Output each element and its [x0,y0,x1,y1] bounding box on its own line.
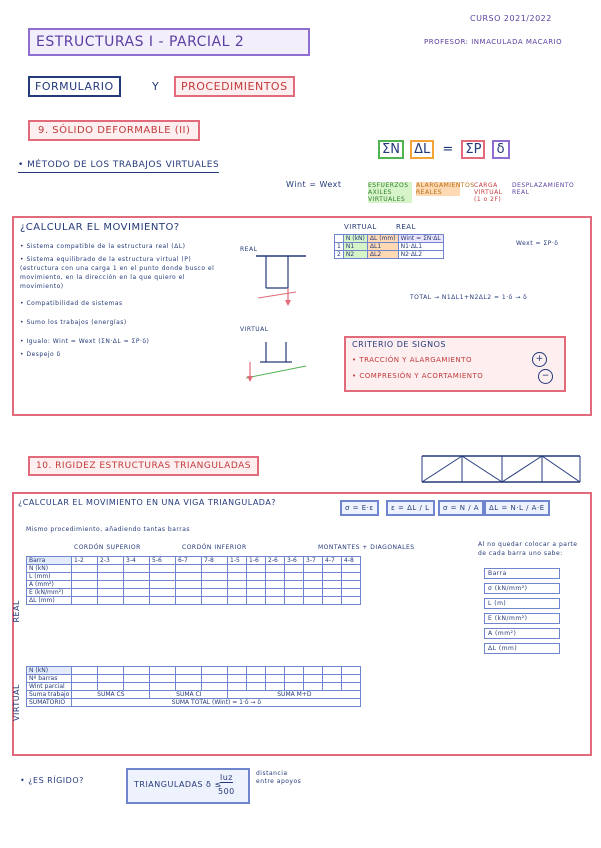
virtual-row-label: N (kN) [27,667,72,675]
sign-minus: − [538,369,553,384]
row-id: 2 [335,251,344,259]
rigidity-den: 500 [218,787,235,796]
sum-ci: SUMA CI [150,691,228,699]
virtual-sum-row [27,691,361,699]
grand-total: SUMA TOTAL (Wint) = 1·δ → δ [72,699,361,707]
real-n-row [27,565,361,573]
cell-dl: ΔL2 [367,251,398,259]
legend-desplazamiento: DESPLAZAMIENTO REAL [512,182,575,196]
side-item: L (m) [484,598,560,609]
bar-cell: 6-7 [176,557,202,565]
sign-compresion: • COMPRESIÓN Y ACORTAMIENTO [352,372,484,380]
side-item: ΔL (mm) [484,643,560,654]
table-header-virtual: VIRTUAL [344,223,377,231]
section-title-rigidez: 10. RIGIDEZ ESTRUCTURAS TRIANGULADAS [28,456,259,476]
bar-cell: 5-6 [150,557,176,565]
real-row-label: Barra [27,557,72,565]
bar-cell: 1-5 [228,557,247,565]
table-header-real: REAL [396,223,416,231]
signs-title: CRITERIO DE SIGNOS [352,340,446,349]
real-l-row [27,573,361,581]
legend-axiles: ESFUERZOS AXILES VIRTUALES [368,182,412,203]
movement-box-title: ¿CALCULAR EL MOVIMIENTO? [20,222,180,233]
sign-plus: + [532,352,547,367]
virtual-wint-row [27,683,361,691]
step-5: • Igualo: Wint = Wext (ΣN·ΔL = ΣP·δ) [20,338,150,345]
virtual-row-label: Suma trabajo [27,691,72,699]
course-label: CURSO 2021/2022 [470,14,552,23]
virtual-table [26,666,361,707]
virtual-deformed [246,366,306,378]
real-row-label: A (mm²) [27,581,72,589]
virtual-nb-row [27,675,361,683]
step-2: • Sistema equilibrado de la estructura virtual (P) (estructura con una carga 1 en el punto donde busco el movimiento, en la dirección en la que quiero el movimiento) [20,256,215,290]
rigidity-formula [126,768,250,804]
cell-n: N1 [343,243,367,251]
bar-cell: 2-3 [98,557,124,565]
real-a-row [27,581,361,589]
tv-formula [378,142,510,157]
real-row-label: ΔL (mm) [27,597,72,605]
real-row-label: E (kN/mm²) [27,589,72,597]
rigid-question: • ¿ES RÍGIDO? [20,776,84,785]
side-item: σ (kN/mm²) [484,583,560,594]
rigidity-note: distancia entre apoyos [256,770,302,785]
side-item: A (mm²) [484,628,560,639]
virtual-load-arrow [247,376,253,382]
cell-dl: ΔL1 [367,243,398,251]
sign-traccion: • TRACCIÓN Y ALARGAMIENTO [352,356,472,364]
formula-sum-n: ΣN [378,140,404,159]
bar-cell: 1-2 [72,557,98,565]
formula-strain: ε = ΔL / L [386,500,435,516]
subtitle-procedimientos: PROCEDIMIENTOS [174,76,295,97]
method-note: Mismo procedimiento, añadiendo tantas barras [26,526,191,533]
bar-cell: 4-7 [323,557,342,565]
section-title-solido: 9. SÓLIDO DEFORMABLE (II) [28,120,200,141]
legend-carga: CARGA VIRTUAL (1 o 2F) [474,182,503,203]
real-diagram-label: REAL [240,246,258,253]
sum-md: SUMA M+D [228,691,361,699]
virtual-n-row [27,667,361,675]
legend-alargamientos: ALARGAMIENTOS REALES [416,182,475,196]
bar-cell: 1-6 [247,557,266,565]
real-deformed [258,292,296,298]
formula-delta: δ [492,140,510,159]
sum-cs: SUMA CS [72,691,150,699]
virtual-row-label: Wint parcial [27,683,72,691]
virtual-total-row [27,699,361,707]
bar-cell: 3-4 [124,557,150,565]
group-montantes: MONTANTES + DIAGONALES [318,544,415,551]
virtual-row-label: Nº barras [27,675,72,683]
side-note: Al no quedar colocar a parte de cada barra uno sabe: [478,541,578,557]
virtual-row-label: SUMATORIO [27,699,72,707]
rigidity-num: luz [220,773,233,782]
total-line: TOTAL → N1ΔL1+N2ΔL2 = 1·δ → δ [410,294,528,301]
real-row-label: N (kN) [27,565,72,573]
step-6: • Despejo δ [20,351,61,358]
cell-prod: N2·ΔL2 [398,251,443,259]
cell-n: N2 [343,251,367,259]
step-3: • Compatibilidad de sistemas [20,300,123,307]
formula-hooke: σ = E·ε [340,500,379,516]
side-item: E (kN/mm²) [484,613,560,624]
formula-elongation: ΔL = N·L / A·E [484,500,550,516]
work-table-row [335,251,444,259]
col-n: N (kN) [343,235,367,243]
cell-prod: N1·ΔL1 [398,243,443,251]
real-row-label: L (mm) [27,573,72,581]
work-table [334,234,444,259]
subtitle-formulario: FORMULARIO [28,76,121,97]
wint-wext-eq: Wint = Wext [286,180,342,189]
real-table [26,556,361,605]
row-id-header [335,235,344,243]
professor-label: PROFESOR: INMACULADA MACARIO [424,38,563,46]
formula-sum-p: ΣP [461,140,485,159]
side-item: Barra [484,568,560,579]
truss-diagram [416,450,586,490]
side-list [484,568,560,658]
group-cordon-inferior: CORDÓN INFERIOR [182,544,247,551]
formula-stress: σ = N / A [438,500,484,516]
page-title: ESTRUCTURAS I - PARCIAL 2 [28,28,310,56]
method-heading: • MÉTODO DE LOS TRABAJOS VIRTUALES [18,160,219,173]
bar-cell: 4-8 [342,557,361,565]
virtual-diagram [236,332,326,388]
virtual-diagram-label: VIRTUAL [240,326,269,333]
group-cordon-superior: CORDÓN SUPERIOR [74,544,141,551]
rigidity-left: TRIANGULADAS δ ≤ [134,780,222,789]
real-load-arrow [285,300,291,306]
col-wint: Wint = ΣN·ΔL [398,235,443,243]
work-table-row [335,243,444,251]
real-diagram [236,252,326,312]
step-1: • Sistema compatible de la estructura real (ΔL) [20,243,186,250]
truss-calc-title: ¿CALCULAR EL MOVIMIENTO EN UNA VIGA TRIANGULADA? [18,498,277,507]
step-4: • Sumo los trabajos (energías) [20,319,127,326]
formula-dl: ΔL [410,140,434,159]
virtual-side-label: VIRTUAL [12,684,21,721]
movement-steps [20,242,216,359]
bar-cell: 2-6 [266,557,285,565]
work-table-header [335,235,444,243]
bar-cell: 3-6 [285,557,304,565]
real-e-row [27,589,361,597]
wext-label: Wext = ΣP·δ [516,240,559,247]
bar-cell: 7-8 [202,557,228,565]
row-id: 1 [335,243,344,251]
bar-cell: 3-7 [304,557,323,565]
subtitle-connector: Y [152,80,160,93]
real-side-label: REAL [12,600,21,623]
col-dl: ΔL (mm) [367,235,398,243]
real-bars-row [27,557,361,565]
real-dl-row [27,597,361,605]
formula-eq: = [442,142,454,157]
